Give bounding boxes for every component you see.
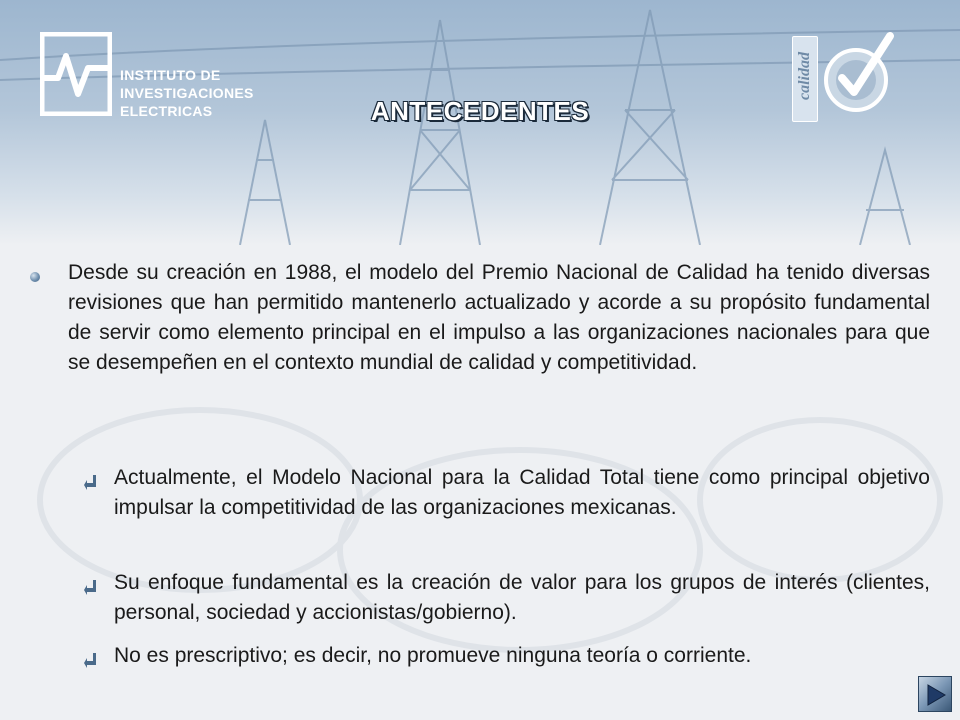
- sub-item-2: Su enfoque fundamental es la creación de valor para los grupos de interés (clientes, personal, sociedad y accionistas/gobierno).: [114, 571, 930, 624]
- next-slide-icon: [925, 683, 947, 707]
- logo-line-1: INSTITUTO DE: [120, 67, 221, 83]
- round-bullet-icon: [30, 272, 40, 282]
- arrow-bullet-icon: [84, 579, 98, 595]
- arrow-bullet-icon: [84, 474, 98, 490]
- sub-item-1: Actualmente, el Modelo Nacional para la Calidad Total tiene como principal objetivo impulsar la competitividad de las organizaciones mexicanas.: [114, 466, 930, 519]
- sub-item-3: No es prescriptivo; es decir, no promueve ninguna teoría o corriente.: [114, 644, 752, 667]
- slide-title: ANTECEDENTES: [370, 96, 590, 126]
- arrow-bullet-icon: [84, 652, 98, 668]
- main-paragraph: Desde su creación en 1988, el modelo del Premio Nacional de Calidad ha tenido diversas revisiones que han permitido mantenerlo actualizado y acorde a su propósito fundamental de servir como elemento principal en el impulso a las organizaciones nacionales para que se desempeñen en el contexto mundial de calidad y competitividad.: [68, 261, 930, 374]
- logo-line-3: ELECTRICAS: [120, 103, 213, 119]
- logo-line-2: INVESTIGACIONES: [120, 85, 254, 101]
- next-slide-button[interactable]: [918, 676, 952, 712]
- header-banner: [0, 0, 960, 245]
- calidad-badge-text: calidad: [796, 52, 813, 100]
